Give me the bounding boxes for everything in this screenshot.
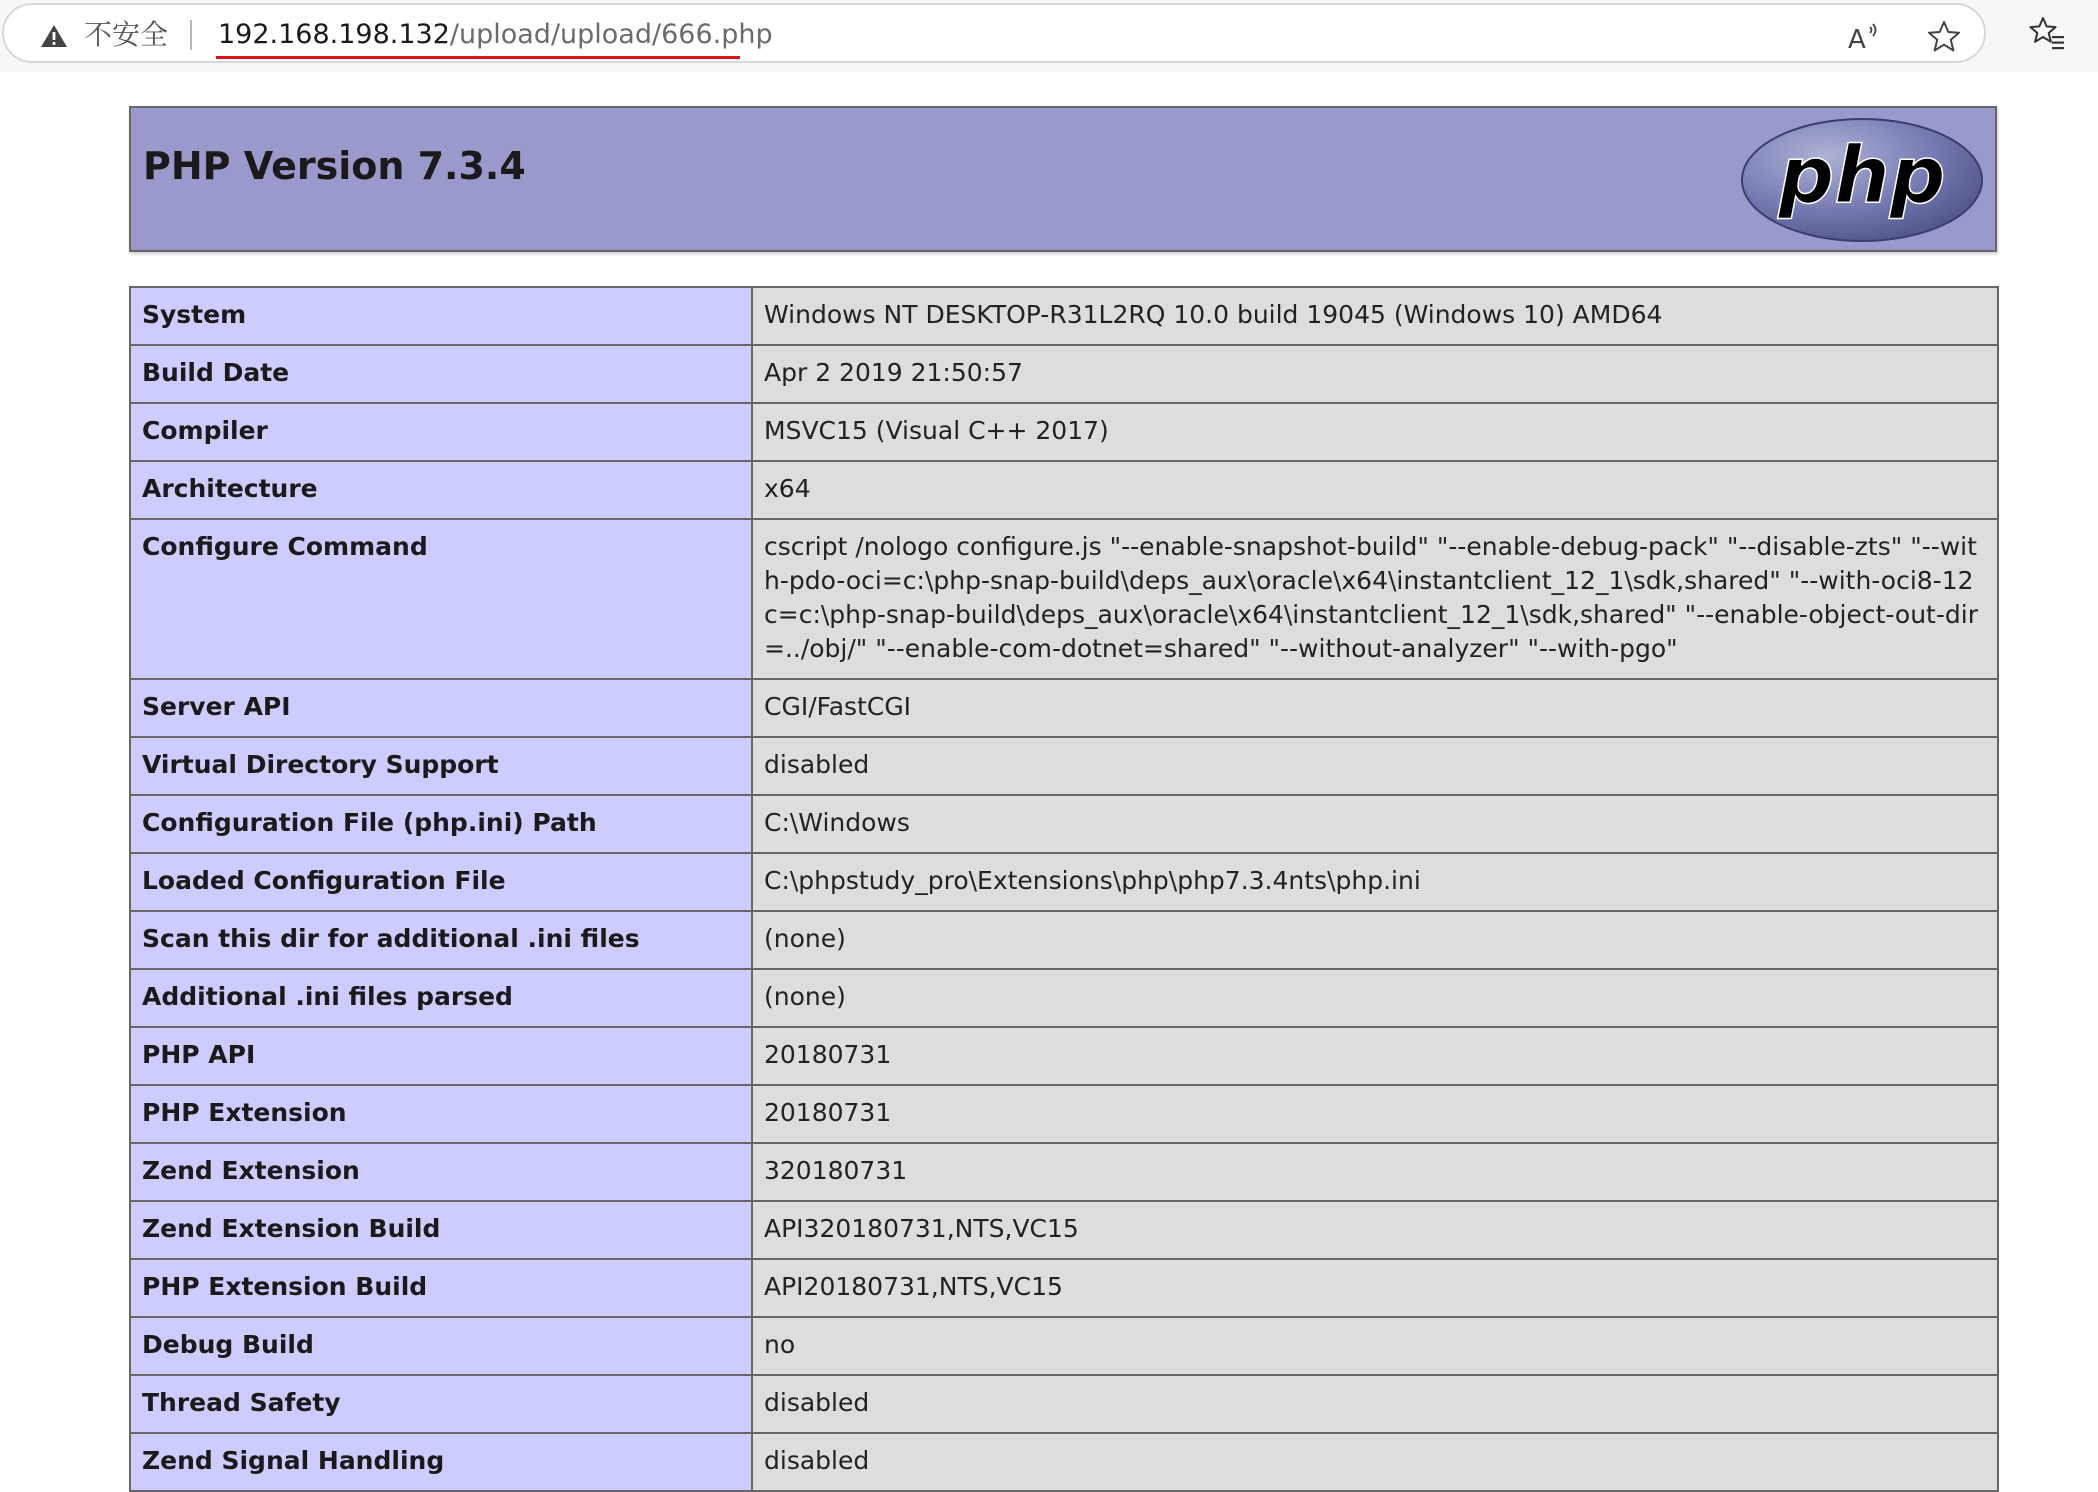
- row-value: (none): [752, 911, 1998, 969]
- table-row: [130, 737, 1998, 795]
- row-key: Configuration File (php.ini) Path: [130, 795, 752, 853]
- table-row: [130, 1375, 1998, 1433]
- row-value: cscript /nologo configure.js "--enable-snapshot-build" "--enable-debug-pack" "--disable-zts" "--with-pdo-oci=c:\php-snap-build\deps_aux\oracle\x64\instantclient_12_1\sdk,shared" "--with-oci8-12c=c:\php-snap-build\deps_aux\oracle\x64\instantclient_12_1\sdk,shared" "--enable-object-out-dir=../obj/" "--enable-com-dotnet=shared" "--without-analyzer" "--with-pgo": [752, 519, 1998, 679]
- row-key: Compiler: [130, 403, 752, 461]
- row-key: Build Date: [130, 345, 752, 403]
- row-key: Zend Extension: [130, 1143, 752, 1201]
- row-value: Windows NT DESKTOP-R31L2RQ 10.0 build 19045 (Windows 10) AMD64: [752, 287, 1998, 345]
- table-row: [130, 1085, 1998, 1143]
- table-row: [130, 1201, 1998, 1259]
- table-row: [130, 345, 1998, 403]
- row-value: C:\phpstudy_pro\Extensions\php\php7.3.4nts\php.ini: [752, 853, 1998, 911]
- table-row: [130, 969, 1998, 1027]
- url-path: /upload/upload/666.php: [449, 19, 773, 50]
- table-row: [130, 1027, 1998, 1085]
- row-value: no: [752, 1317, 1998, 1375]
- table-row: [130, 1143, 1998, 1201]
- row-key: System: [130, 287, 752, 345]
- row-value: C:\Windows: [752, 795, 1998, 853]
- row-key: Architecture: [130, 461, 752, 519]
- row-value: 20180731: [752, 1027, 1998, 1085]
- table-row: [130, 853, 1998, 911]
- table-row: [130, 911, 1998, 969]
- row-value: disabled: [752, 737, 1998, 795]
- address-divider: [190, 20, 192, 50]
- svg-text:A: A: [1848, 25, 1866, 55]
- row-value: API20180731,NTS,VC15: [752, 1259, 1998, 1317]
- row-key: PHP Extension Build: [130, 1259, 752, 1317]
- row-value: disabled: [752, 1375, 1998, 1433]
- row-value: x64: [752, 461, 1998, 519]
- favorite-star-icon[interactable]: [1926, 19, 1962, 55]
- address-bar[interactable]: [2, 3, 1986, 63]
- row-value: 20180731: [752, 1085, 1998, 1143]
- row-key: PHP Extension: [130, 1085, 752, 1143]
- table-row: [130, 519, 1998, 679]
- url-text[interactable]: [218, 17, 773, 53]
- table-row: [130, 1433, 1998, 1491]
- row-key: Additional .ini files parsed: [130, 969, 752, 1027]
- php-logo[interactable]: [1739, 116, 1985, 244]
- php-logo-text: php: [1778, 131, 1946, 221]
- row-value: CGI/FastCGI: [752, 679, 1998, 737]
- browser-toolbar: [0, 0, 2098, 72]
- row-key: Scan this dir for additional .ini files: [130, 911, 752, 969]
- row-key: Loaded Configuration File: [130, 853, 752, 911]
- row-value: 320180731: [752, 1143, 1998, 1201]
- row-key: Zend Extension Build: [130, 1201, 752, 1259]
- page-title: PHP Version 7.3.4: [143, 144, 526, 188]
- row-value: MSVC15 (Visual C++ 2017): [752, 403, 1998, 461]
- row-value: API320180731,NTS,VC15: [752, 1201, 1998, 1259]
- row-key: Debug Build: [130, 1317, 752, 1375]
- row-value: Apr 2 2019 21:50:57: [752, 345, 1998, 403]
- security-status-label[interactable]: 不安全: [84, 18, 169, 51]
- table-row: [130, 679, 1998, 737]
- row-value: disabled: [752, 1433, 1998, 1491]
- warning-icon[interactable]: [40, 24, 68, 48]
- php-version-header: [129, 106, 1997, 252]
- row-key: Virtual Directory Support: [130, 737, 752, 795]
- url-underline-annotation: [216, 56, 740, 59]
- table-row: [130, 403, 1998, 461]
- table-row: [130, 795, 1998, 853]
- table-row: [130, 287, 1998, 345]
- read-aloud-icon[interactable]: [1846, 19, 1882, 55]
- row-key: Zend Signal Handling: [130, 1433, 752, 1491]
- url-host: 192.168.198.132: [218, 19, 450, 50]
- table-row: [130, 1317, 1998, 1375]
- row-key: Thread Safety: [130, 1375, 752, 1433]
- phpinfo-table: [129, 286, 1999, 1492]
- phpinfo-page: [0, 72, 2098, 1475]
- row-key: Configure Command: [130, 519, 752, 679]
- table-row: [130, 1259, 1998, 1317]
- row-key: Server API: [130, 679, 752, 737]
- row-value: (none): [752, 969, 1998, 1027]
- table-row: [130, 461, 1998, 519]
- row-key: PHP API: [130, 1027, 752, 1085]
- favorites-list-icon[interactable]: [2028, 14, 2066, 52]
